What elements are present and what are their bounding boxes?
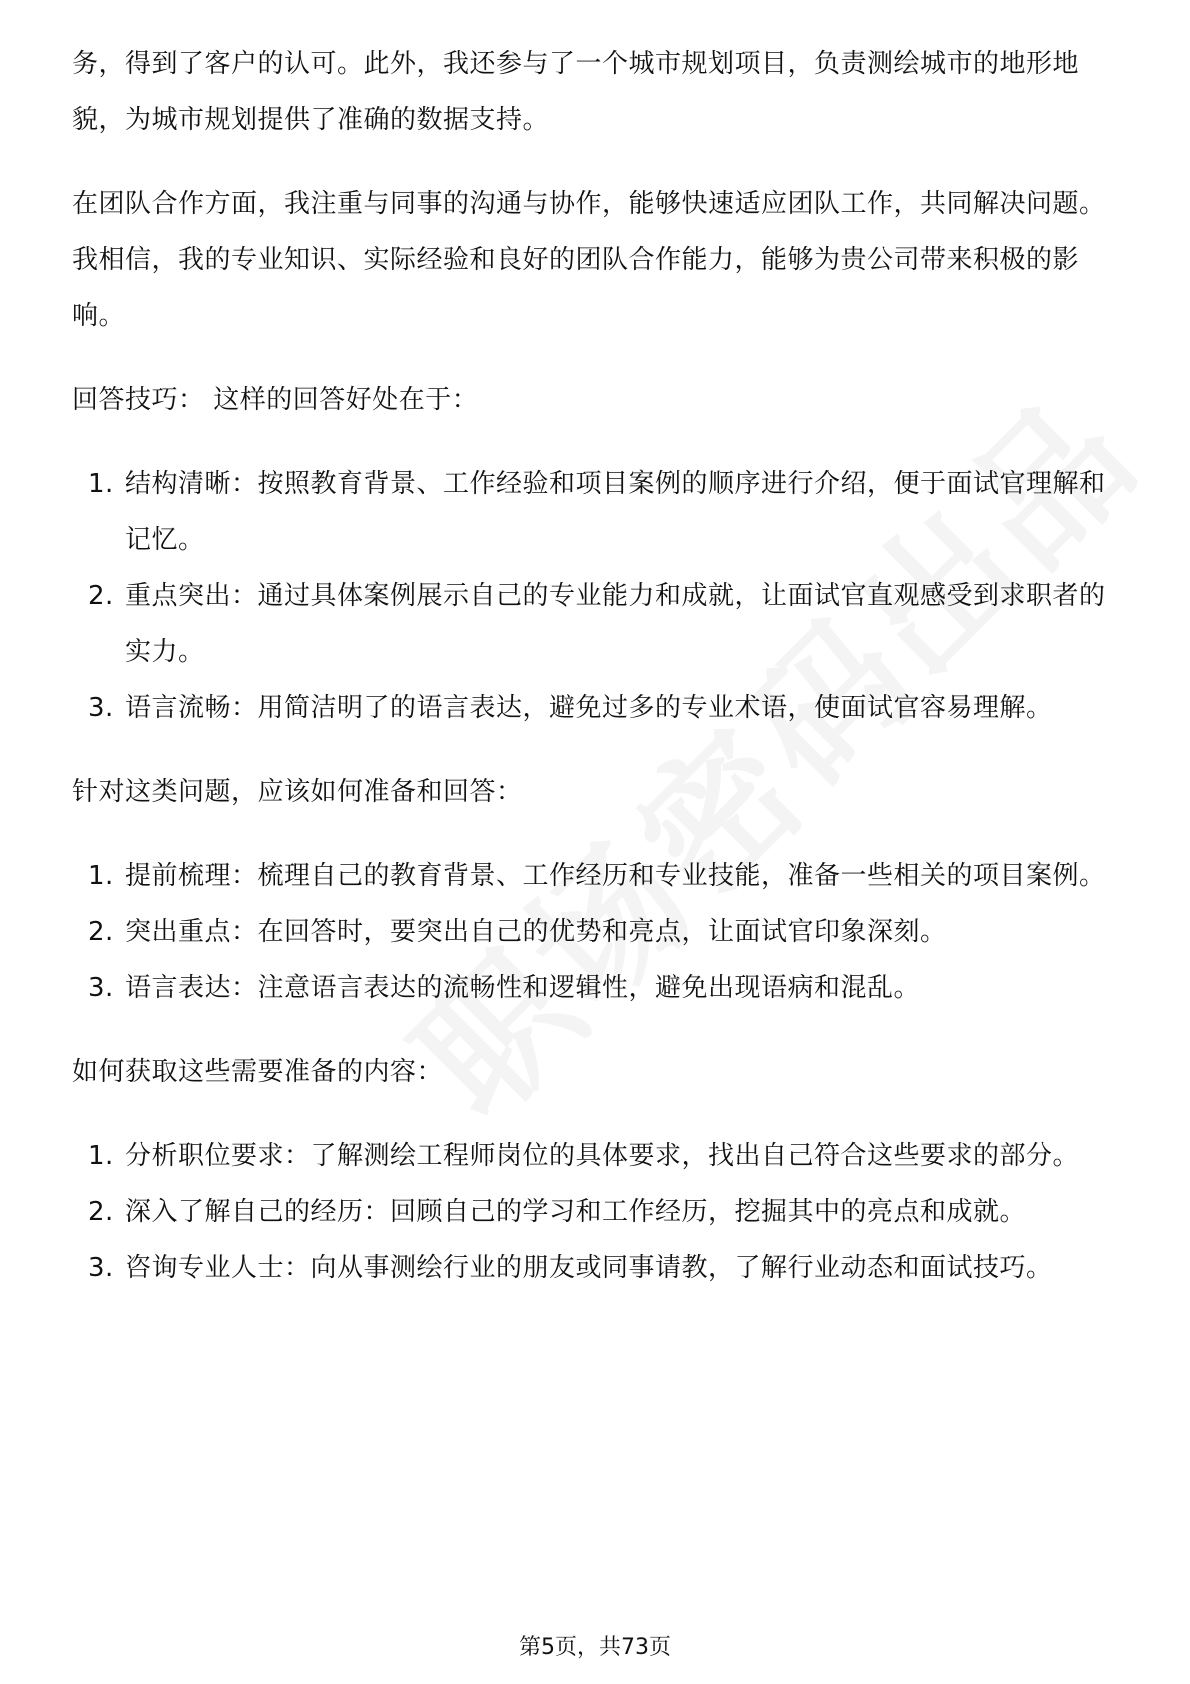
list-item	[72, 904, 1122, 960]
list-sources	[72, 1128, 1122, 1296]
list-item	[72, 1184, 1122, 1240]
list-item	[72, 848, 1122, 904]
list-item-text: 咨询专业人士：向从事测绘行业的朋友或同事请教，了解行业动态和面试技巧。	[125, 1253, 1053, 1283]
list-item-number: 1.	[88, 861, 114, 891]
list-item-number: 2.	[88, 581, 114, 611]
list-item	[72, 680, 1122, 736]
list-item-number: 1.	[88, 1141, 114, 1171]
list-item-text: 语言流畅：用简洁明了的语言表达，避免过多的专业术语，使面试官容易理解。	[125, 693, 1053, 723]
paragraph-teamwork: 在团队合作方面，我注重与同事的沟通与协作，能够快速适应团队工作，共同解决问题。我相信，我的专业知识、实际经验和良好的团队合作能力，能够为贵公司带来积极的影响。	[72, 189, 1106, 331]
heading-how-to-obtain: 如何获取这些需要准备的内容：	[72, 1057, 444, 1087]
heading-how-to-prepare: 针对这类问题，应该如何准备和回答：	[72, 777, 523, 807]
list-item	[72, 456, 1122, 568]
list-item-text: 分析职位要求：了解测绘工程师岗位的具体要求，找出自己符合这些要求的部分。	[125, 1141, 1080, 1171]
list-item-number: 3.	[88, 973, 114, 1003]
list-item-number: 2.	[88, 1197, 114, 1227]
list-item-number: 1.	[88, 469, 114, 499]
page-number-footer: 第5页，共73页	[519, 1635, 671, 1660]
document-content	[72, 36, 1122, 1324]
list-item	[72, 568, 1122, 680]
list-item-number: 3.	[88, 693, 114, 723]
list-item	[72, 1128, 1122, 1184]
list-preparation	[72, 848, 1122, 1016]
list-item-text: 重点突出：通过具体案例展示自己的专业能力和成就，让面试官直观感受到求职者的实力。	[125, 581, 1106, 667]
list-item	[72, 960, 1122, 1016]
list-item-text: 语言表达：注意语言表达的流畅性和逻辑性，避免出现语病和混乱。	[125, 973, 921, 1003]
list-item-number: 2.	[88, 917, 114, 947]
paragraph-project-experience: 务，得到了客户的认可。此外，我还参与了一个城市规划项目，负责测绘城市的地形地貌，为城市规划提供了准确的数据支持。	[72, 49, 1080, 135]
list-item-text: 提前梳理：梳理自己的教育背景、工作经历和专业技能，准备一些相关的项目案例。	[125, 861, 1106, 891]
list-item-text: 突出重点：在回答时，要突出自己的优势和亮点，让面试官印象深刻。	[125, 917, 947, 947]
list-answer-tips	[72, 456, 1122, 736]
list-item-text: 结构清晰：按照教育背景、工作经验和项目案例的顺序进行介绍，便于面试官理解和记忆。	[125, 469, 1106, 555]
list-item-text: 深入了解自己的经历：回顾自己的学习和工作经历，挖掘其中的亮点和成就。	[125, 1197, 1027, 1227]
heading-answer-tips: 回答技巧： 这样的回答好处在于：	[72, 385, 479, 415]
list-item	[72, 1240, 1122, 1296]
list-item-number: 3.	[88, 1253, 114, 1283]
